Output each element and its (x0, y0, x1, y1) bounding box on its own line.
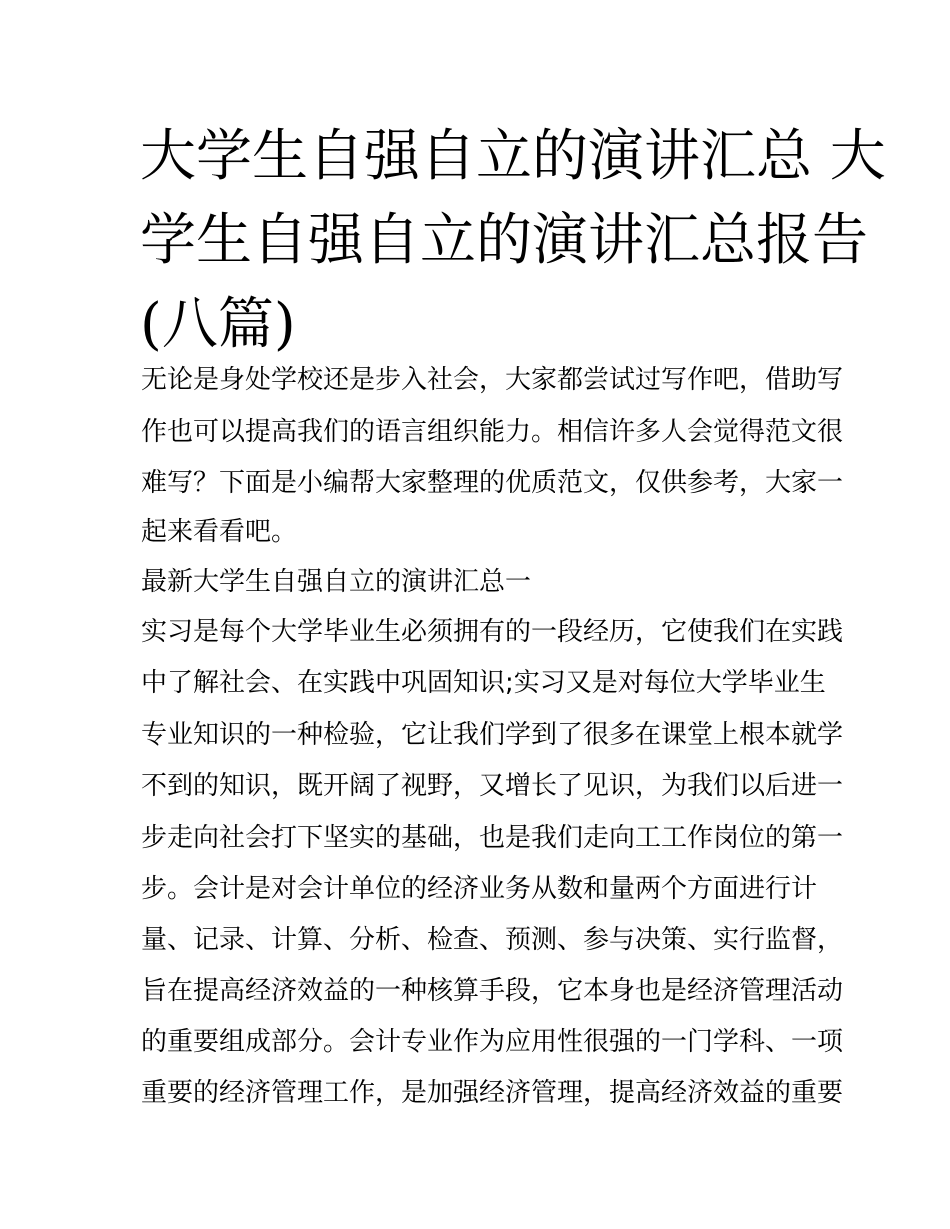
intro-line: 无论是身处学校还是步入社会，大家都尝试过写作吧，借助写 (141, 365, 844, 395)
body-line: 专业知识的一种检验，它让我们学到了很多在课堂上根本就学 (141, 720, 844, 750)
intro-line: 作也可以提高我们的语言组织能力。相信许多人会觉得范文很 (141, 417, 844, 447)
body-line: 重要的经济管理工作，是加强经济管理，提高经济效益的重要 (141, 1078, 844, 1108)
title-line: 学生自强自立的演讲汇总报告 (140, 208, 868, 273)
section-heading: 最新大学生自强自立的演讲汇总一 (141, 567, 532, 597)
body-line: 不到的知识，既开阔了视野，又增长了见识，为我们以后进一 (141, 771, 844, 801)
body-line: 量、记录、计算、分析、检查、预测、参与决策、实行监督， (141, 925, 844, 955)
body-line: 实习是每个大学毕业生必须拥有的一段经历，它使我们在实践 (141, 617, 844, 647)
body-line: 步。会计是对会计单位的经济业务从数和量两个方面进行计 (141, 874, 818, 904)
body-line: 步走向社会打下坚实的基础，也是我们走向工工作岗位的第一 (141, 823, 844, 853)
body-line: 中了解社会、在实践中巩固知识;实习又是对每位大学毕业生 (141, 668, 826, 698)
title-line: (八篇) (140, 292, 296, 357)
intro-line: 起来看看吧。 (141, 517, 298, 547)
document-title (140, 115, 886, 367)
body-line: 的重要组成部分。会计专业作为应用性很强的一门学科、一项 (141, 1027, 844, 1057)
body-line: 旨在提高经济效益的一种核算手段，它本身也是经济管理活动 (141, 976, 844, 1006)
intro-line: 难写？下面是小编帮大家整理的优质范文，仅供参考，大家一 (141, 468, 844, 498)
title-line: 大学生自强自立的演讲汇总 大 (140, 124, 886, 189)
